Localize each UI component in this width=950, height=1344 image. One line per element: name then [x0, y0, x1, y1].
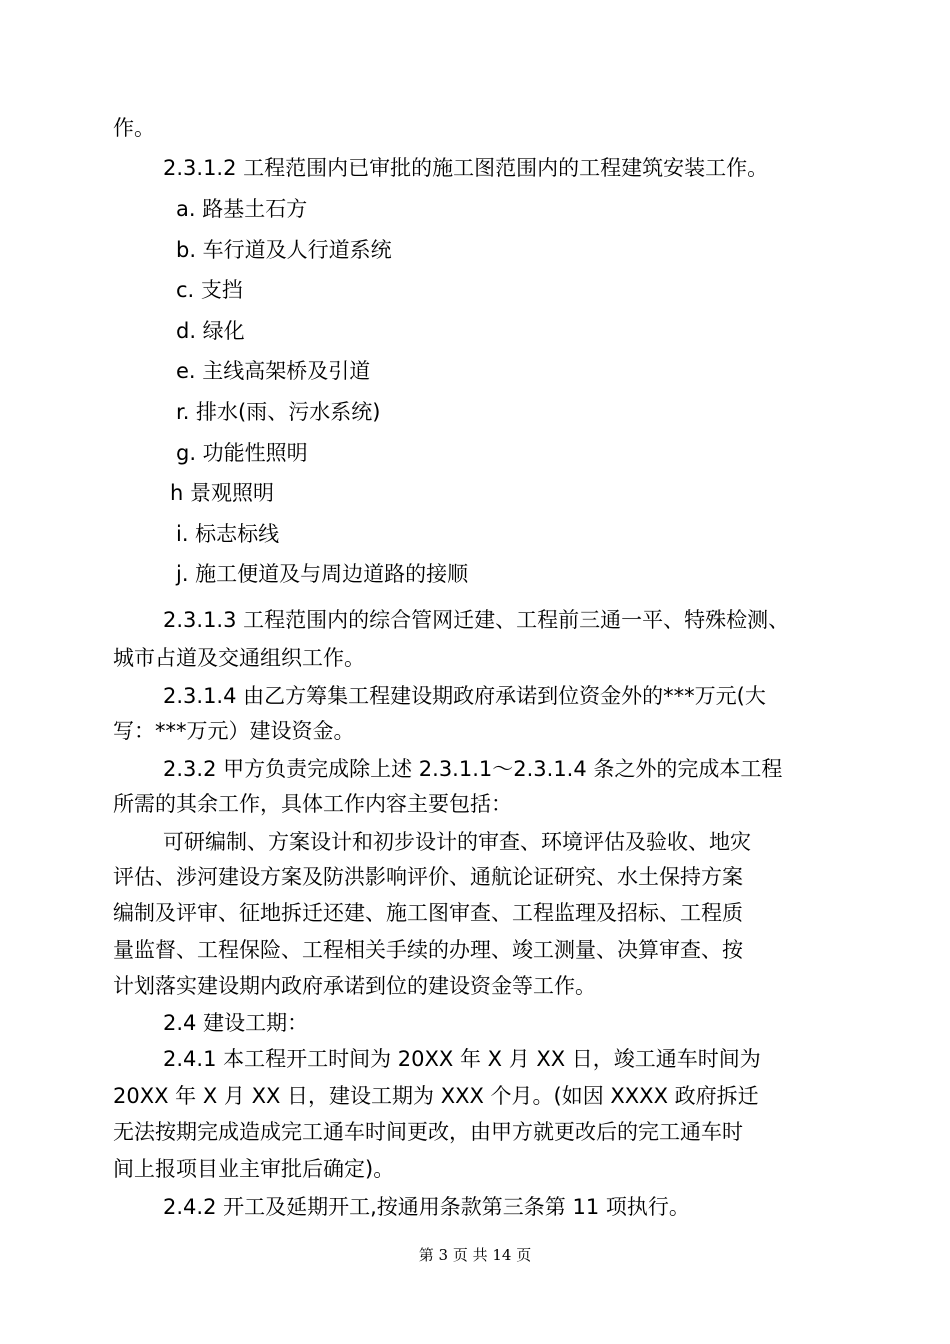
text-line: 量监督、工程保险、工程相关手续的办理、竣工测量、决算审查、按 — [113, 938, 743, 962]
page-footer: 第 3 页 共 14 页 — [418, 1246, 532, 1264]
list-item: i. 标志标线 — [176, 522, 280, 546]
text-line: 无法按期完成造成完工通车时间更改，由甲方就更改后的完工通车时 — [113, 1120, 743, 1144]
text-line: 20XX 年 X 月 XX 日，建设工期为 XXX 个月。(如因 XXXX 政府拆迁 — [113, 1084, 759, 1108]
text-line: 计划落实建设期内政府承诺到位的建设资金等工作。 — [113, 974, 596, 998]
text-line: 城市占道及交通组织工作。 — [113, 646, 365, 670]
text-line: 间上报项目业主审批后确定)。 — [113, 1157, 395, 1181]
text-line: 作。 — [113, 116, 155, 140]
list-item: h 景观照明 — [170, 481, 274, 505]
text-line: 所需的其余工作，具体工作内容主要包括： — [113, 792, 512, 816]
list-item: d. 绿化 — [176, 319, 245, 343]
section-heading: 2.4 建设工期： — [163, 1011, 309, 1035]
text-line: 2.3.2 甲方负责完成除上述 2.3.1.1～2.3.1.4 条之外的完成本工程 — [163, 757, 783, 781]
list-item: r. 排水(雨、污水系统) — [176, 400, 381, 424]
text-line: 编制及评审、征地拆迁还建、施工图审查、工程监理及招标、工程质 — [113, 901, 743, 925]
text-line: 2.3.1.4 由乙方筹集工程建设期政府承诺到位资金外的***万元(大 — [163, 684, 766, 708]
text-line: 评估、涉河建设方案及防洪影响评价、通航论证研究、水土保持方案 — [113, 865, 743, 889]
text-line: 可研编制、方案设计和初步设计的审查、环境评估及验收、地灾 — [163, 830, 751, 854]
text-line: 2.4.1 本工程开工时间为 20XX 年 X 月 XX 日，竣工通车时间为 — [163, 1047, 761, 1071]
text-line: 2.3.1.2 工程范围内已审批的施工图范围内的工程建筑安装工作。 — [163, 156, 769, 180]
list-item: e. 主线高架桥及引道 — [176, 359, 371, 383]
list-item: j. 施工便道及与周边道路的接顺 — [176, 562, 469, 586]
text-line: 2.3.1.3 工程范围内的综合管网迁建、工程前三通一平、特殊检测、 — [163, 608, 790, 632]
list-item: b. 车行道及人行道系统 — [176, 238, 392, 262]
list-item: c. 支挡 — [176, 278, 243, 302]
text-line: 2.4.2 开工及延期开工,按通用条款第三条第 11 项执行。 — [163, 1195, 690, 1219]
list-item: a. 路基土石方 — [176, 197, 308, 221]
list-item: g. 功能性照明 — [176, 441, 308, 465]
text-line: 写：***万元）建设资金。 — [113, 719, 355, 743]
